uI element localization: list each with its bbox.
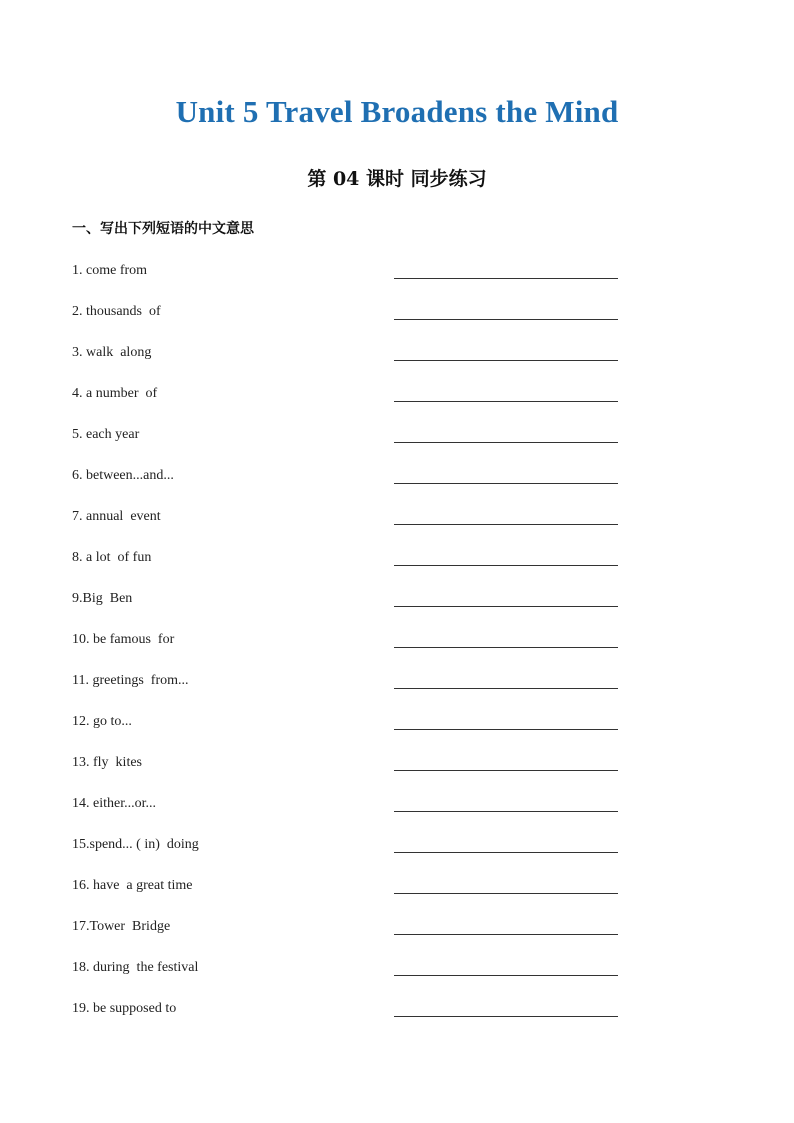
phrase-label: 3. walk along [72, 345, 152, 360]
phrase-label: 7. annual event [72, 509, 161, 524]
answer-blank[interactable] [394, 442, 618, 443]
list-item [72, 385, 632, 426]
phrase-label: 18. during the festival [72, 960, 199, 975]
list-item [72, 754, 632, 795]
phrase-label: 8. a lot of fun [72, 550, 152, 565]
answer-blank[interactable] [394, 647, 618, 648]
answer-blank[interactable] [394, 524, 618, 525]
list-item [72, 713, 632, 754]
phrase-label: 11. greetings from... [72, 673, 189, 688]
answer-blank[interactable] [394, 934, 618, 935]
phrase-label: 5. each year [72, 427, 140, 442]
phrase-label: 15.spend... ( in) doing [72, 837, 199, 852]
answer-blank[interactable] [394, 483, 618, 484]
list-item [72, 836, 632, 877]
phrase-label: 14. either...or... [72, 796, 156, 811]
answer-blank[interactable] [394, 729, 618, 730]
list-item [72, 549, 632, 590]
list-item [72, 795, 632, 836]
list-item [72, 672, 632, 713]
answer-blank[interactable] [394, 770, 618, 771]
list-item [72, 344, 632, 385]
list-item [72, 467, 632, 508]
answer-blank[interactable] [394, 811, 618, 812]
phrase-label: 16. have a great time [72, 878, 193, 893]
page-title: Unit 5 Travel Broadens the Mind [175, 94, 619, 129]
phrase-label: 6. between...and... [72, 468, 174, 483]
phrase-label: 2. thousands of [72, 304, 161, 319]
list-item [72, 262, 632, 303]
phrase-label: 1. come from [72, 263, 148, 278]
list-item [72, 959, 632, 1000]
phrase-label: 12. go to... [72, 714, 132, 729]
list-item [72, 631, 632, 672]
phrase-label: 13. fly kites [72, 755, 142, 770]
list-item [72, 1000, 632, 1041]
list-item [72, 303, 632, 344]
phrase-label: 17.Tower Bridge [72, 919, 171, 934]
answer-blank[interactable] [394, 893, 618, 894]
section-heading: 一、写出下列短语的中文意思 [72, 221, 254, 237]
answer-blank[interactable] [394, 401, 618, 402]
answer-blank[interactable] [394, 1016, 618, 1017]
phrase-label: 9.Big Ben [72, 591, 133, 606]
list-item [72, 918, 632, 959]
phrase-list [72, 262, 632, 1041]
answer-blank[interactable] [394, 565, 618, 566]
phrase-label: 19. be supposed to [72, 1001, 177, 1016]
answer-blank[interactable] [394, 278, 618, 279]
list-item [72, 426, 632, 467]
list-item [72, 590, 632, 631]
list-item [72, 508, 632, 549]
answer-blank[interactable] [394, 975, 618, 976]
answer-blank[interactable] [394, 606, 618, 607]
answer-blank[interactable] [394, 852, 618, 853]
answer-blank[interactable] [394, 319, 618, 320]
answer-blank[interactable] [394, 688, 618, 689]
answer-blank[interactable] [394, 360, 618, 361]
phrase-label: 10. be famous for [72, 632, 175, 647]
phrase-label: 4. a number of [72, 386, 158, 401]
list-item [72, 877, 632, 918]
lesson-subtitle: 第 04 课时 同步练习 [307, 168, 487, 190]
